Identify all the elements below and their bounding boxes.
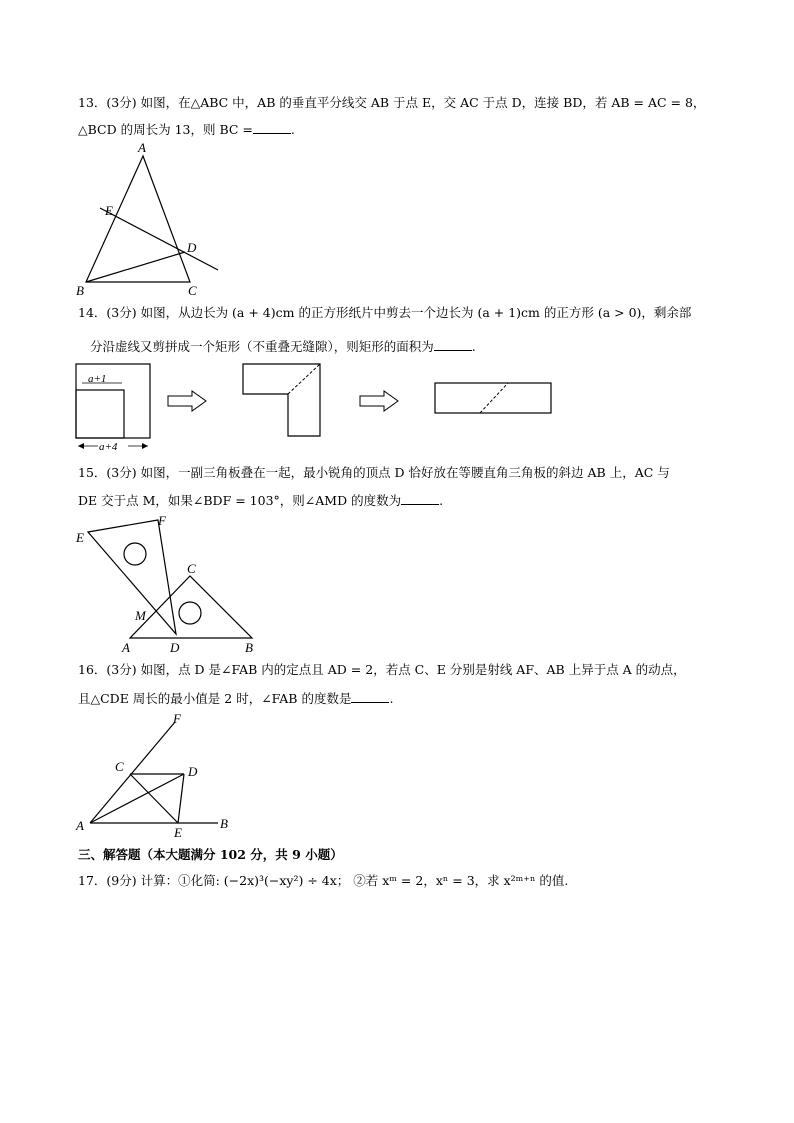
q15-line2: DE 交于点 M，如果∠BDF = 103°，则∠AMD 的度数为 . xyxy=(78,493,444,508)
q13-triangle-figure xyxy=(70,140,230,300)
label-a-plus-1: a+1 xyxy=(88,373,107,385)
answer-blank xyxy=(434,338,472,351)
q14-l-shape-figure xyxy=(240,360,325,440)
q13-line1: 13．(3分) 如图，在△ABC 中，AB 的垂直平分线交 AB 于点 E，交 AC 于点 D，连接 BD，若 AB = AC = 8， xyxy=(78,95,706,110)
label-e: E xyxy=(174,825,182,840)
label-f: F xyxy=(158,513,166,528)
label-d: D xyxy=(188,764,198,779)
label-a: A xyxy=(122,640,130,655)
arrow-icon xyxy=(166,390,208,412)
label-b: B xyxy=(76,283,84,298)
perpendicular-bisector xyxy=(100,208,218,270)
q16-line1: 16．(3分) 如图，点 D 是∠FAB 内的定点且 AD = 2，若点 C、E 分别是射线 AF、AB 上异于点 A 的动点， xyxy=(78,662,686,677)
label-d: D xyxy=(187,240,197,255)
set-square-hole xyxy=(124,543,146,565)
label-c: C xyxy=(188,283,197,298)
answer-blank xyxy=(253,121,291,134)
triangle-abc xyxy=(86,156,190,282)
q14-square-figure xyxy=(72,358,162,458)
q16-angle-figure xyxy=(70,710,240,840)
label-b: B xyxy=(245,640,253,655)
q15-line1: 15．(3分) 如图，一副三角板叠在一起，最小锐角的顶点 D 恰好放在等腰直角三角板的斜边 AB 上，AC 与 xyxy=(78,465,670,480)
label-e: E xyxy=(105,203,113,218)
answer-blank xyxy=(401,492,439,505)
q14-rectangle-figure xyxy=(432,380,557,416)
cut-line xyxy=(288,364,320,394)
label-e: E xyxy=(76,530,84,545)
cut-square xyxy=(76,390,124,438)
arrow-icon xyxy=(358,390,400,412)
label-d: D xyxy=(170,640,180,655)
answer-blank xyxy=(351,690,389,703)
label-a-plus-4: a+4 xyxy=(99,441,118,453)
q13-line2: △BCD 的周长为 13，则 BC = . xyxy=(78,122,295,137)
section-title: 三、解答题（本大题满分 102 分，共 9 小题） xyxy=(78,847,343,862)
ray-af xyxy=(90,722,175,823)
l-shape xyxy=(243,364,320,436)
label-f: F xyxy=(173,711,181,726)
q17-line: 17．(9分) 计算：①化简: (−2x)³(−xy²) ÷ 4x； ②若 xᵐ = 2，xⁿ = 3，求 x²ᵐ⁺ⁿ 的值. xyxy=(78,873,569,888)
segment-de xyxy=(178,774,184,823)
label-a: A xyxy=(138,140,146,155)
label-a: A xyxy=(76,818,84,833)
cut-line xyxy=(480,383,508,413)
label-c: C xyxy=(187,561,196,576)
result-rectangle xyxy=(435,383,551,413)
set-square-30-60 xyxy=(88,520,176,634)
arrowhead-right xyxy=(142,443,148,449)
label-m: M xyxy=(135,608,146,623)
segment-bd xyxy=(86,252,185,282)
label-b: B xyxy=(220,816,228,831)
set-square-hole xyxy=(179,602,201,624)
set-square-45 xyxy=(130,576,252,638)
q14-line2: 分沿虚线又剪拼成一个矩形（不重叠无缝隙），则矩形的面积为 . xyxy=(90,339,476,354)
q14-line1: 14．(3分) 如图，从边长为 (a + 4)cm 的正方形纸片中剪去一个边长为 (a + 1)cm 的正方形 (a > 0)，剩余部 xyxy=(78,305,692,320)
q16-line2: 且△CDE 周长的最小值是 2 时，∠FAB 的度数是 . xyxy=(78,691,394,706)
arrowhead-left xyxy=(78,443,84,449)
label-c: C xyxy=(115,759,124,774)
q15-set-squares-figure xyxy=(70,510,270,655)
